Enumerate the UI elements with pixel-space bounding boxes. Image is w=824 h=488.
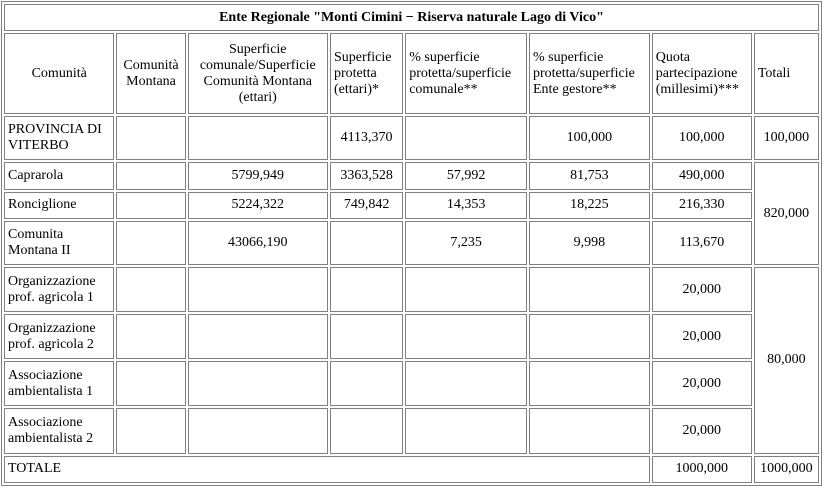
- cell-superficie: 5799,949: [188, 162, 328, 189]
- header-row: [4, 33, 819, 114]
- table-row: [4, 267, 819, 312]
- cell-quota: 20,000: [652, 361, 752, 406]
- cell-superficie: [188, 116, 328, 160]
- cell-pct-ente: [529, 408, 650, 453]
- cell-protetta: 4113,370: [330, 116, 403, 160]
- table-row: [4, 162, 819, 189]
- cell-comunita: Organizzazione prof. agricola 1: [4, 267, 114, 312]
- table-row: [4, 116, 819, 160]
- cell-superficie: 5224,322: [188, 192, 328, 219]
- cell-comunita: Associazione ambientalista 1: [4, 361, 114, 406]
- header-superficie-comunale: Superficie comunale/Superficie Comunità Montana (ettari): [188, 33, 328, 114]
- cell-superficie: 43066,190: [188, 221, 328, 265]
- header-superficie-protetta: Superficie protetta (ettari)*: [330, 33, 403, 114]
- cell-comunita: Ronciglione: [4, 192, 114, 219]
- cell-protetta: 749,842: [330, 192, 403, 219]
- cell-pct-comunale: [405, 361, 527, 406]
- cell-quota: 490,000: [652, 162, 752, 189]
- cell-pct-ente: 100,000: [529, 116, 650, 160]
- total-label: TOTALE: [4, 456, 650, 483]
- cell-pct-comunale: 14,353: [405, 192, 527, 219]
- total-row: [4, 456, 819, 483]
- cell-totale: 820,000: [754, 162, 819, 265]
- cell-comunita: Caprarola: [4, 162, 114, 189]
- cell-quota: 100,000: [652, 116, 752, 160]
- cell-protetta: [330, 361, 403, 406]
- cell-montana: [116, 408, 185, 453]
- table-row: [4, 221, 819, 265]
- cell-quota: 20,000: [652, 314, 752, 359]
- cell-montana: [116, 314, 185, 359]
- header-comunita: Comunità: [4, 33, 114, 114]
- cell-pct-comunale: 57,992: [405, 162, 527, 189]
- cell-pct-ente: 9,998: [529, 221, 650, 265]
- total-quota: 1000,000: [652, 456, 752, 483]
- header-pct-ente: % superficie protetta/superficie Ente gestore**: [529, 33, 650, 114]
- cell-pct-ente: [529, 314, 650, 359]
- cell-pct-comunale: [405, 314, 527, 359]
- cell-pct-comunale: 7,235: [405, 221, 527, 265]
- cell-comunita: PROVINCIA DI VITERBO: [4, 116, 114, 160]
- cell-montana: [116, 116, 185, 160]
- header-totali: Totali: [754, 33, 819, 114]
- cell-montana: [116, 162, 185, 189]
- cell-quota: 20,000: [652, 267, 752, 312]
- cell-montana: [116, 221, 185, 265]
- title-row: [4, 4, 819, 31]
- cell-totale: 100,000: [754, 116, 819, 160]
- cell-pct-ente: [529, 361, 650, 406]
- cell-quota: 216,330: [652, 192, 752, 219]
- cell-comunita: Associazione ambientalista 2: [4, 408, 114, 453]
- header-comunita-montana: Comunità Montana: [116, 33, 185, 114]
- data-table: [1, 1, 822, 486]
- cell-montana: [116, 361, 185, 406]
- cell-quota: 113,670: [652, 221, 752, 265]
- cell-superficie: [188, 267, 328, 312]
- cell-protetta: [330, 314, 403, 359]
- header-quota: Quota partecipazione (millesimi)***: [652, 33, 752, 114]
- cell-comunita: Organizzazione prof. agricola 2: [4, 314, 114, 359]
- cell-protetta: [330, 267, 403, 312]
- total-totale: 1000,000: [754, 456, 819, 483]
- cell-protetta: [330, 221, 403, 265]
- table-row: [4, 408, 819, 453]
- cell-totale: 80,000: [754, 267, 819, 454]
- cell-pct-comunale: [405, 116, 527, 160]
- table-row: [4, 192, 819, 219]
- cell-superficie: [188, 361, 328, 406]
- cell-pct-ente: 18,225: [529, 192, 650, 219]
- cell-superficie: [188, 314, 328, 359]
- table-row: [4, 361, 819, 406]
- cell-pct-comunale: [405, 408, 527, 453]
- cell-pct-comunale: [405, 267, 527, 312]
- cell-montana: [116, 267, 185, 312]
- cell-montana: [116, 192, 185, 219]
- cell-pct-ente: 81,753: [529, 162, 650, 189]
- header-pct-comunale: % superficie protetta/superficie comunale**: [405, 33, 527, 114]
- table-title: Ente Regionale "Monti Cimini − Riserva naturale Lago di Vico": [4, 4, 819, 31]
- cell-protetta: [330, 408, 403, 453]
- cell-comunita: Comunita Montana II: [4, 221, 114, 265]
- cell-quota: 20,000: [652, 408, 752, 453]
- table-row: [4, 314, 819, 359]
- cell-pct-ente: [529, 267, 650, 312]
- cell-protetta: 3363,528: [330, 162, 403, 189]
- cell-superficie: [188, 408, 328, 453]
